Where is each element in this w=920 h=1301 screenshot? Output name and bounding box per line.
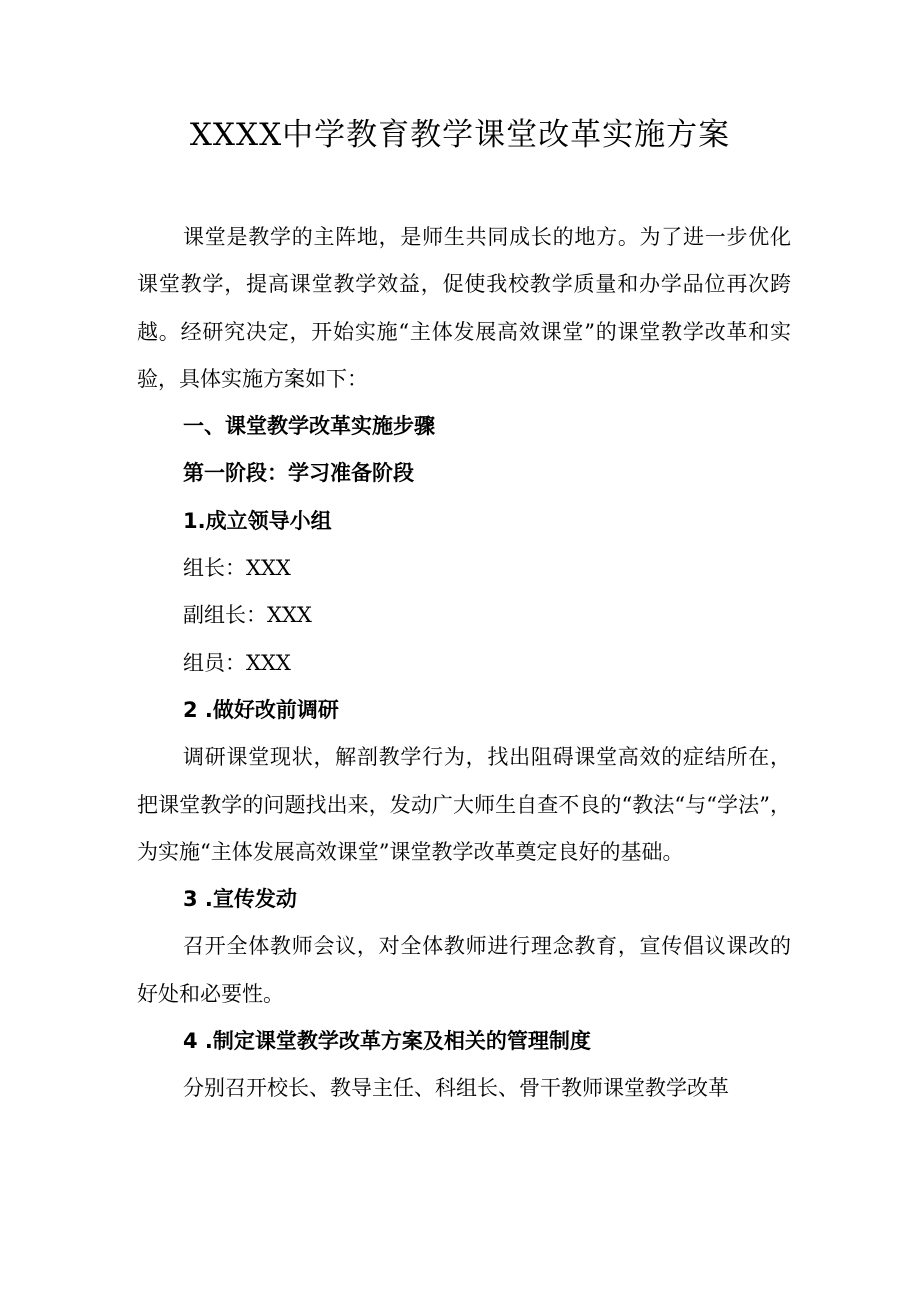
stage-1-heading: 第一阶段：学习准备阶段 [183, 461, 414, 486]
item-1-heading: 1.成立领导小组 [183, 508, 332, 533]
leader-line: 组长：XXX [183, 556, 291, 581]
section-1-heading: 一、课堂教学改革实施步骤 [183, 414, 435, 439]
document-title: XXXX中学教育教学课堂改革实施方案 [189, 117, 731, 153]
item-4-heading: 4 .制定课堂教学改革方案及相关的管理制度 [183, 1029, 591, 1054]
item-4-paragraph: 分别召开校长、教导主任、科组长、骨干教师课堂教学改革 [183, 1076, 729, 1101]
intro-paragraph: 课堂是教学的主阵地，是师生共同成长的地方。为了进一步优化课堂教学，提高课堂教学效益，促使我校教学质量和办学品位再次跨越。经研究决定，开始实施“主体发展高效课堂”的课堂教学改革和实验，具体实施方案如下： [137, 225, 791, 391]
members-line: 组员：XXX [183, 650, 291, 675]
document-body [137, 214, 791, 1113]
item-3-heading: 3 .宣传发动 [183, 887, 297, 912]
item-2-paragraph: 调研课堂现状，解剖教学行为，找出阻碍课堂高效的症结所在，把课堂教学的问题找出来，发动广大师生自查不良的“教法“与“学法”，为实施“主体发展高效课堂”课堂教学改革奠定良好的基础。 [137, 745, 791, 864]
item-3-paragraph: 召开全体教师会议，对全体教师进行理念教育，宣传倡议课改的好处和必要性。 [137, 934, 791, 1006]
deputy-leader-line: 副组长：XXX [183, 603, 312, 628]
item-2-heading: 2 .做好改前调研 [183, 697, 339, 722]
